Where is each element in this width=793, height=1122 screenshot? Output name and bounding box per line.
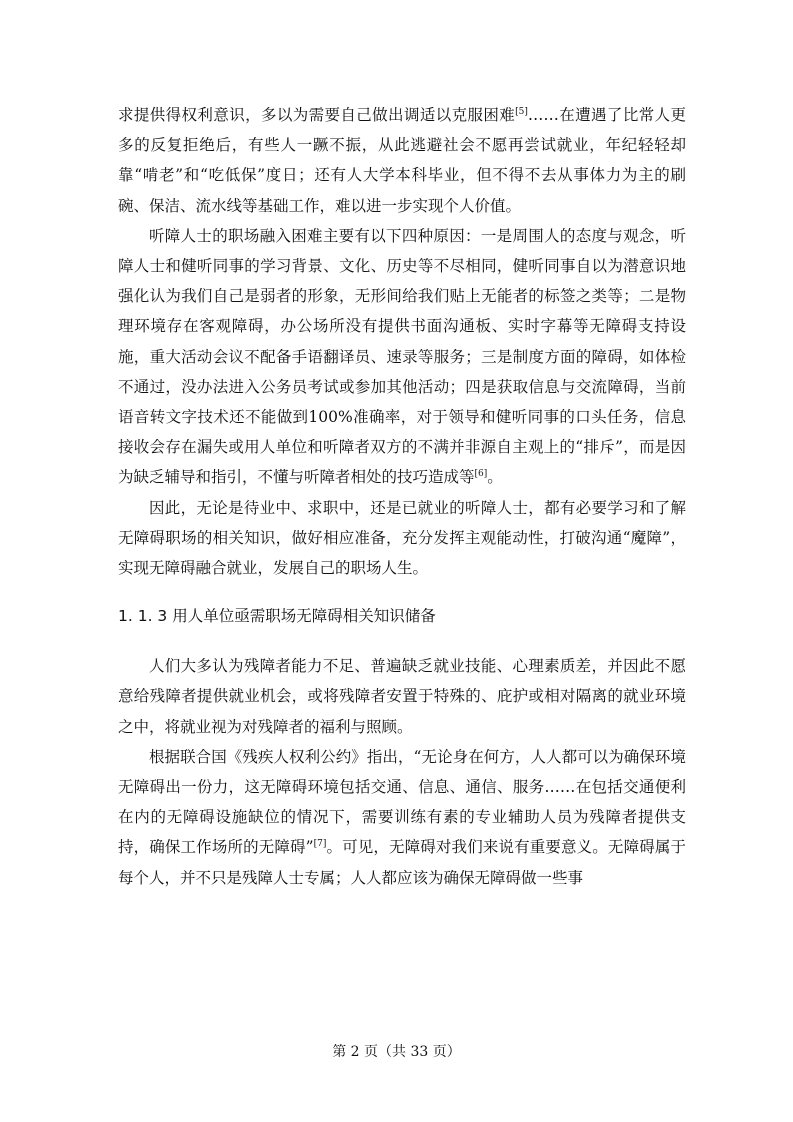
paragraph-1 [118,100,686,221]
paragraph-2 [118,221,686,493]
paragraph-1-text-b: ……在遭遇了比常人更多的反复拒绝后，有些人一蹶不振，从此逃避社会不愿再尝试就业，年纪轻轻却靠“啃老”和“吃低保”度日；还有人大学本科毕业，但不得不去从事体力为主的刷碗、保洁、流水线等基础工作，难以进一步实现个人价值。 [118,106,686,215]
paragraph-5-text-a: 根据联合国《残疾人权利公约》指出，“无论身在何方，人人都可以为确保环境无障碍出一份力，这无障碍环境包括交通、信息、通信、服务……在包括交通便利在内的无障碍设施缺位的情况下，需要训练有素的专业辅助人员为残障者提供支持，确保工作场所的无障碍” [118,747,686,857]
paragraph-4-text: 人们大多认为残障者能力不足、普遍缺乏就业技能、心理素质差，并因此不愿意给残障者提供就业机会，或将残障者安置于特殊的、庇护或相对隔离的就业环境之中，将就业视为对残障者的福利与照顾。 [118,657,686,736]
paragraph-5-text-b: 。可见，无障碍对我们来说有重要意义。无障碍属于每个人，并不只是残障人士专属；人人都应该为确保无障碍做一些事 [118,838,686,887]
section-heading: 1. 1. 3 用人单位亟需职场无障碍相关知识储备 [118,607,436,626]
citation-6: [6] [474,469,488,480]
paragraph-2-text-b: 。 [487,468,503,487]
paragraph-3-text: 因此，无论是待业中、求职中，还是已就业的听障人士，都有必要学习和了解无障碍职场的相关知识，做好相应准备，充分发挥主观能动性，打破沟通“魔障”，实现无障碍融合就业，发展自己的职场人生。 [118,498,686,578]
citation-7: [7] [313,839,327,850]
paragraph-4 [118,651,686,742]
paragraph-1-text-a: 求提供得权利意识，多以为需要自己做出调适以克服困难 [118,106,516,124]
paragraph-5 [118,742,686,893]
page-footer: 第 2 页（共 33 页） [332,1044,461,1060]
body-text [118,100,686,893]
paragraph-3 [118,493,686,584]
paragraph-2-text-a: 听障人士的职场融入困难主要有以下四种原因：一是周围人的态度与观念，听障人士和健听同事的学习背景、文化、历史等不尽相同，健听同事自以为潜意识地强化认为我们自己是弱者的形象，无形间给我们贴上无能者的标签之类等；二是物理环境存在客观障碍，办公场所没有提供书面沟通板、实时字幕等无障碍支持设施，重大活动会议不配备手语翻译员、速录等服务；三是制度方面的障碍，如体检不通过，没办法进入公务员考试或参加其他活动；四是获取信息与交流障碍，当前语音转文字技术还不能做到100%准确率，对于领导和健听同事的口头任务，信息接收会存在漏失或用人单位和听障者双方的不满并非源自主观上的“排斥”，而是因为缺乏辅导和指引，不懂与听障者相处的技巧造成等 [118,226,686,487]
citation-5: [5] [515,106,528,117]
